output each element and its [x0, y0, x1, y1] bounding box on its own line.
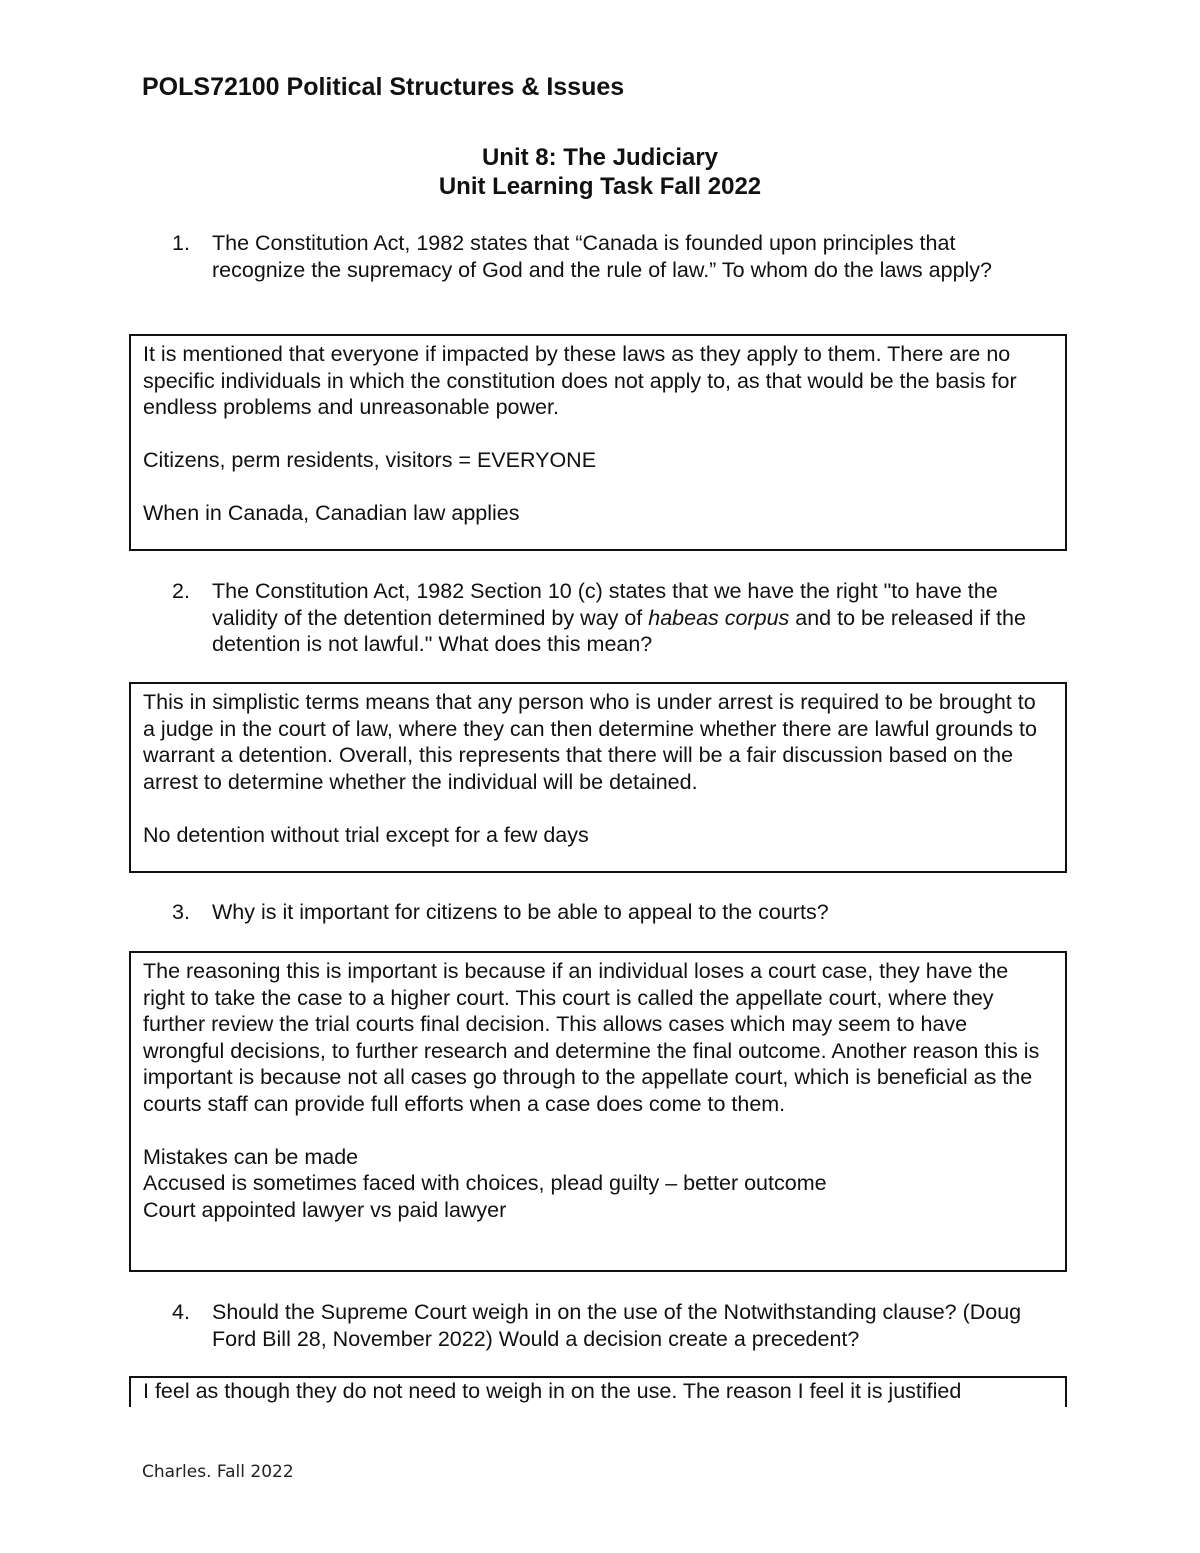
- question-1: [172, 230, 1052, 283]
- answer-paragraph: Citizens, perm residents, visitors = EVERYONE: [143, 448, 597, 472]
- question-text: Should the Supreme Court weigh in on the use of the Notwithstanding clause? (Doug Ford Bill 28, November 2022) Would a decision create a precedent?: [212, 1300, 1022, 1351]
- page-footer: Charles. Fall 2022: [142, 1462, 294, 1482]
- question-number: 4.: [172, 1300, 190, 1324]
- question-text: The Constitution Act, 1982 states that “Canada is founded upon principles that recognize the supremacy of God and the rule of law.” To whom do the laws apply?: [212, 231, 993, 282]
- unit-title: Unit 8: The Judiciary: [481, 144, 719, 171]
- answer-box-2: [129, 682, 1067, 873]
- question-number: 3.: [172, 900, 190, 924]
- question-text: Why is it important for citizens to be able to appeal to the courts?: [212, 900, 829, 924]
- answer-paragraph: This in simplistic terms means that any person who is under arrest is required to be brought to a judge in the court of law, where they can then determine whether there are lawful grounds to warrant a detention. Overall, this represents that there will be a fair discussion based on the arrest to determine whether the individual will be detained.: [143, 690, 1037, 794]
- question-text-italic: habeas corpus: [648, 605, 790, 630]
- answer-box-3: [129, 951, 1067, 1272]
- answer-paragraph: Mistakes can be made: [143, 1144, 359, 1169]
- question-text-part: The Constitution Act, 1982 Section 10 (c) states that we have the right "to have the validity of the detention determined by way of: [212, 579, 998, 630]
- question-2: [172, 578, 1052, 658]
- answer-paragraph: I feel as though they do not need to weigh in on the use. The reason I feel it is justified: [143, 1379, 962, 1403]
- course-title: POLS72100 Political Structures & Issues: [142, 73, 625, 101]
- question-3: [172, 899, 1052, 926]
- answer-paragraph: Accused is sometimes faced with choices, plead guilty – better outcome: [143, 1171, 827, 1195]
- answer-box-4: [129, 1376, 1067, 1407]
- question-number: 2.: [172, 579, 190, 603]
- answer-paragraph: No detention without trial except for a few days: [143, 822, 589, 847]
- answer-box-1: [129, 334, 1067, 551]
- question-4: [172, 1299, 1052, 1352]
- answer-paragraph: When in Canada, Canadian law applies: [143, 501, 520, 525]
- answer-paragraph: It is mentioned that everyone if impacted by these laws as they apply to them. There are no specific individuals in which the constitution does not apply to, as that would be the basis for endless problems and unreasonable power.: [143, 342, 1017, 419]
- question-text: [212, 578, 1052, 658]
- question-text-part: and to be released if the detention is not lawful." What does this mean?: [212, 605, 1026, 656]
- answer-paragraph: The reasoning this is important is because if an individual loses a court case, they have the right to take the case to a higher court. This court is called the appellate court, where they further review the trial courts final decision. This allows cases which may seem to have wrongful decisions, to further research and determine the final outcome. Another reason this is important is because not all cases go through to the appellate court, which is beneficial as the courts staff can provide full efforts when a case does come to them.: [143, 959, 1040, 1116]
- task-title: Unit Learning Task Fall 2022: [438, 173, 762, 200]
- question-number: 1.: [172, 231, 190, 255]
- answer-paragraph: Court appointed lawyer vs paid lawyer: [143, 1197, 507, 1222]
